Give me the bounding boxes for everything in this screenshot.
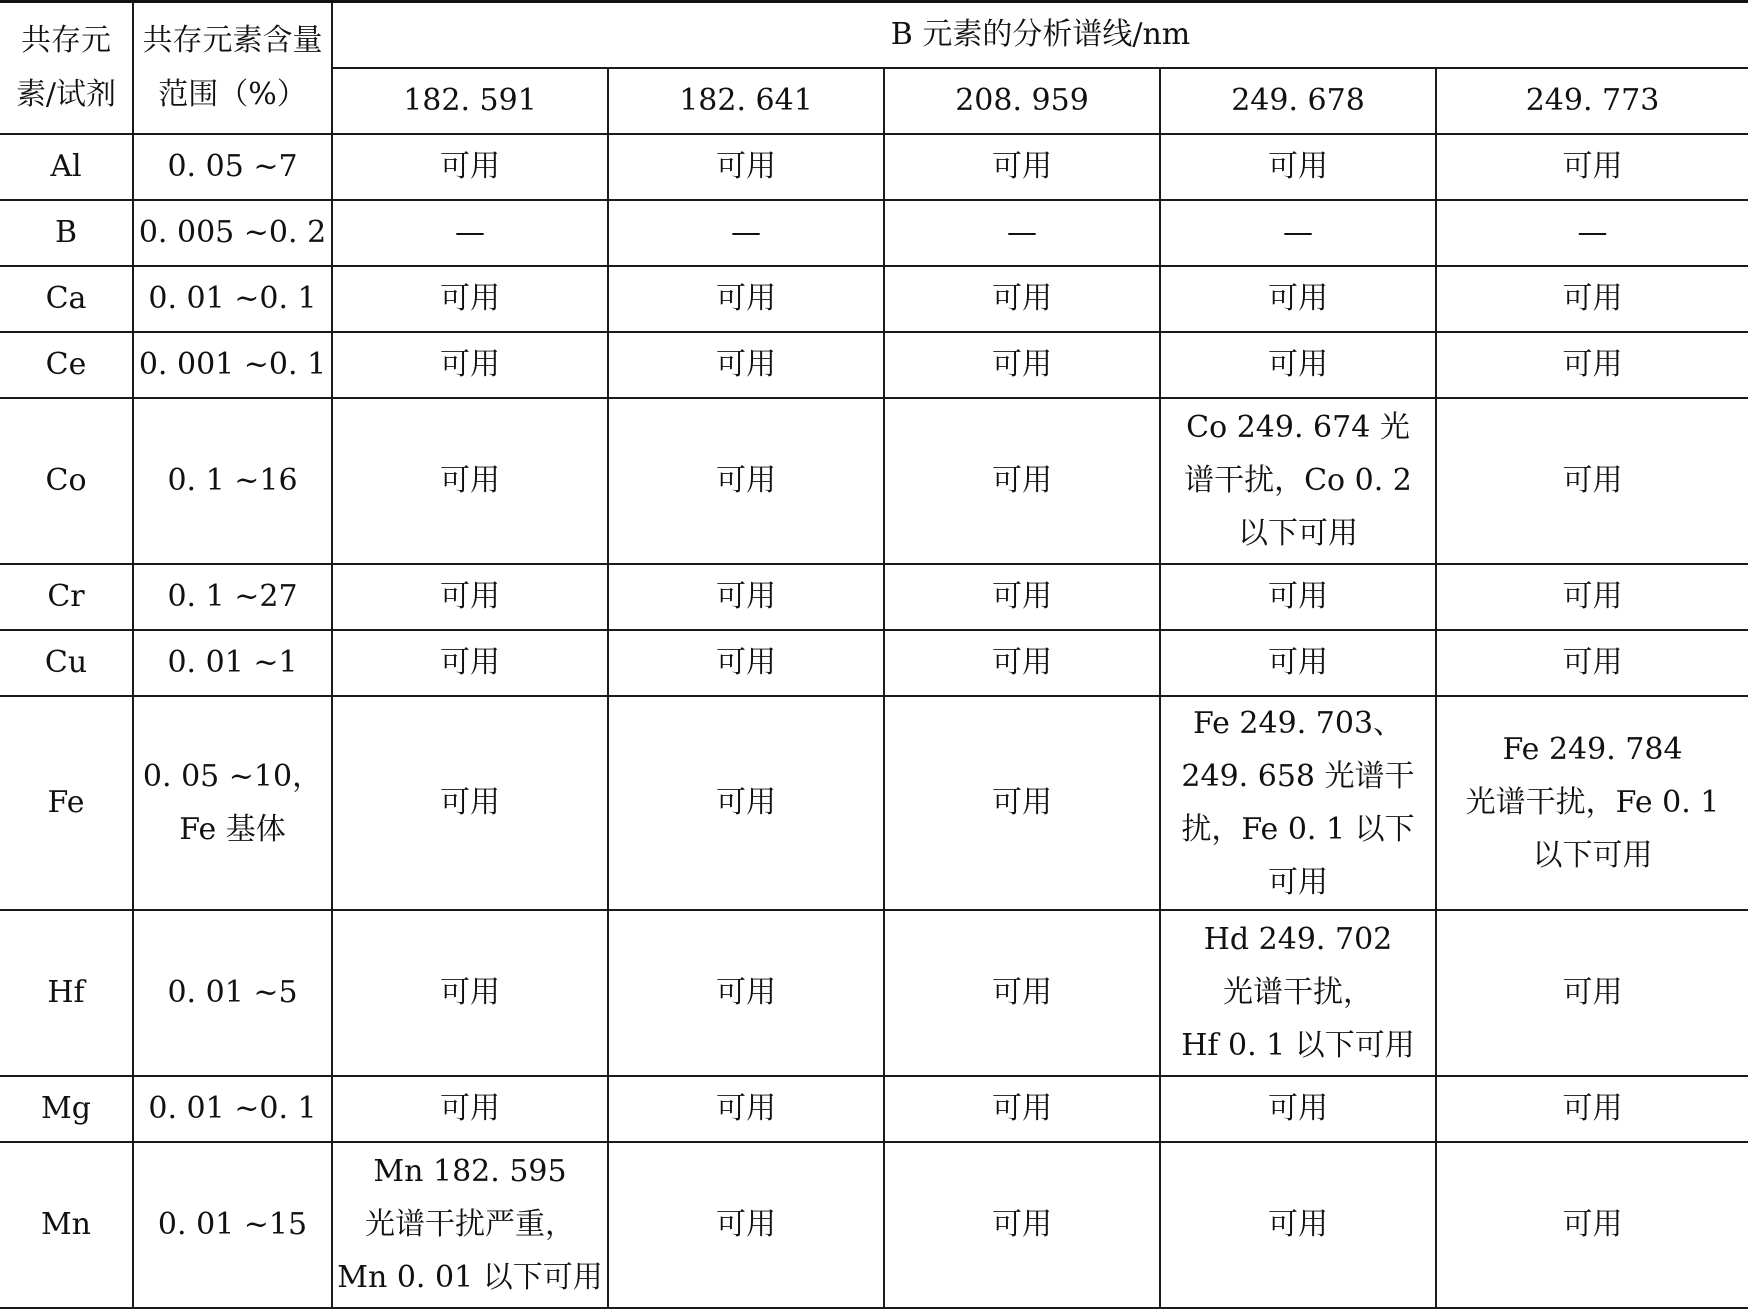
cell-availability <box>332 564 608 630</box>
cell-line: 可用 <box>440 645 500 680</box>
cell-line: 可用 <box>716 1207 776 1242</box>
cell-line: 可用 <box>992 1091 1052 1126</box>
cell-line: 谱干扰，Co 0. 2 <box>1184 463 1412 498</box>
cell-line: 可用 <box>1562 975 1623 1010</box>
cell-line: 可用 <box>1268 645 1328 680</box>
header-row-top <box>0 2 1748 68</box>
cell-line: Mn 0. 01 以下可用 <box>337 1260 603 1295</box>
cell-element: Mn <box>0 1142 133 1308</box>
cell-content-range <box>133 134 332 200</box>
cell-content-range <box>133 398 332 564</box>
cell-line: 可用 <box>716 281 776 316</box>
cell-line: 可用 <box>1268 347 1328 382</box>
cell-line: 可用 <box>716 149 776 184</box>
cell-availability <box>884 332 1160 398</box>
cell-line: 可用 <box>1562 281 1623 316</box>
cell-content-range <box>133 266 332 332</box>
header-spectral-lines: B 元素的分析谱线/nm <box>332 2 1748 68</box>
cell-line: 0. 1 ~27 <box>167 579 298 614</box>
cell-availability <box>884 630 1160 696</box>
cell-content-range <box>133 564 332 630</box>
cell-line: 0. 001 ~0. 1 <box>138 347 327 382</box>
cell-line: 可用 <box>992 579 1052 614</box>
cell-line: — <box>1577 215 1608 250</box>
cell-availability <box>884 200 1160 266</box>
cell-line: 0. 01 ~5 <box>167 975 298 1010</box>
cell-element: Ca <box>0 266 133 332</box>
cell-line: 可用 <box>992 463 1052 498</box>
cell-line: 0. 01 ~1 <box>167 645 298 680</box>
cell-line: 可用 <box>1562 1091 1623 1126</box>
table-row <box>0 630 1748 696</box>
table-body <box>0 134 1748 1308</box>
cell-line: 可用 <box>992 785 1052 820</box>
cell-line: 可用 <box>716 975 776 1010</box>
cell-line: 可用 <box>1268 149 1328 184</box>
cell-line: 可用 <box>716 1091 776 1126</box>
table-row <box>0 332 1748 398</box>
cell-availability <box>332 910 608 1076</box>
cell-content-range <box>133 1142 332 1308</box>
cell-line: — <box>731 215 761 250</box>
cell-availability <box>608 910 884 1076</box>
cell-availability <box>1160 332 1436 398</box>
cell-availability <box>1160 910 1436 1076</box>
cell-line: 0. 01 ~0. 1 <box>148 281 317 316</box>
cell-line: 可用 <box>716 785 776 820</box>
cell-line: 可用 <box>440 149 500 184</box>
cell-availability <box>332 200 608 266</box>
cell-line: 可用 <box>992 149 1052 184</box>
cell-line: 以下可用 <box>1532 838 1653 873</box>
cell-availability <box>884 696 1160 910</box>
cell-line: Hf 0. 1 以下可用 <box>1181 1028 1415 1063</box>
cell-element: Co <box>0 398 133 564</box>
cell-availability <box>1436 1076 1748 1142</box>
cell-element: Ce <box>0 332 133 398</box>
cell-line: 可用 <box>1562 149 1623 184</box>
cell-availability <box>884 134 1160 200</box>
cell-availability <box>608 630 884 696</box>
cell-availability <box>332 134 608 200</box>
cell-line: 可用 <box>1268 281 1328 316</box>
cell-line: 可用 <box>440 975 500 1010</box>
cell-line: 可用 <box>440 347 500 382</box>
cell-line: 可用 <box>1268 1207 1328 1242</box>
cell-availability <box>1436 332 1748 398</box>
cell-line: 扰，Fe 0. 1 以下 <box>1181 811 1415 847</box>
table-row <box>0 1076 1748 1142</box>
cell-line: 可用 <box>1268 579 1328 614</box>
cell-element: Fe <box>0 696 133 910</box>
cell-line: 可用 <box>1268 1091 1328 1126</box>
cell-line: 光谱干扰， <box>1223 975 1373 1010</box>
cell-availability <box>608 696 884 910</box>
cell-availability <box>884 398 1160 564</box>
cell-availability <box>884 266 1160 332</box>
cell-line: — <box>1283 215 1313 250</box>
cell-element: Hf <box>0 910 133 1076</box>
cell-availability <box>332 696 608 910</box>
cell-availability <box>332 266 608 332</box>
cell-availability <box>1436 266 1748 332</box>
cell-line: 光谱干扰严重， <box>365 1207 575 1242</box>
cell-line: — <box>1007 215 1037 250</box>
cell-line: 249. 658 光谱干 <box>1181 758 1415 794</box>
cell-availability <box>1160 564 1436 630</box>
cell-line: 0. 005 ~0. 2 <box>138 215 327 250</box>
cell-availability <box>608 398 884 564</box>
cell-availability <box>1436 910 1748 1076</box>
cell-line: Fe 249. 703、 <box>1192 705 1404 741</box>
cell-content-range <box>133 696 332 910</box>
cell-line: 可用 <box>1562 347 1623 382</box>
cell-line: 可用 <box>992 1207 1052 1242</box>
cell-availability <box>608 266 884 332</box>
cell-availability <box>1160 1142 1436 1308</box>
cell-availability <box>332 332 608 398</box>
cell-availability <box>332 630 608 696</box>
cell-availability <box>608 564 884 630</box>
cell-line: 可用 <box>440 1091 500 1126</box>
cell-availability <box>608 200 884 266</box>
header-coexisting-element: 共存元素/试剂 <box>0 2 133 134</box>
cell-availability <box>884 910 1160 1076</box>
cell-line: 可用 <box>992 281 1052 316</box>
cell-availability <box>332 1076 608 1142</box>
cell-line: 0. 05 ~10， <box>142 758 323 794</box>
cell-line: Fe 基体 <box>179 811 286 847</box>
header-wavelength: 182. 641 <box>608 68 884 134</box>
cell-availability <box>1160 134 1436 200</box>
cell-availability <box>1160 696 1436 910</box>
table-row <box>0 1142 1748 1308</box>
cell-availability <box>608 1142 884 1308</box>
cell-availability <box>608 134 884 200</box>
cell-availability <box>608 332 884 398</box>
cell-availability <box>1436 696 1748 910</box>
cell-line: Mn 182. 595 <box>373 1154 567 1189</box>
cell-line: Hd 249. 702 <box>1203 922 1393 957</box>
cell-availability <box>1160 630 1436 696</box>
cell-line: 可用 <box>992 645 1052 680</box>
cell-line: 可用 <box>440 785 500 820</box>
cell-line: 0. 01 ~0. 1 <box>148 1091 317 1126</box>
cell-line: 可用 <box>440 579 500 614</box>
cell-line: 可用 <box>440 281 500 316</box>
header-wavelength: 249. 678 <box>1160 68 1436 134</box>
cell-line: 可用 <box>716 463 776 498</box>
table-row <box>0 564 1748 630</box>
table-row <box>0 398 1748 564</box>
cell-line: 可用 <box>716 645 776 680</box>
cell-availability <box>1436 564 1748 630</box>
cell-line: 0. 1 ~16 <box>167 463 298 498</box>
cell-availability <box>608 1076 884 1142</box>
table-row <box>0 696 1748 910</box>
cell-availability <box>884 1142 1160 1308</box>
table-row <box>0 134 1748 200</box>
cell-line: 可用 <box>1562 579 1623 614</box>
cell-availability <box>1436 1142 1748 1308</box>
cell-content-range <box>133 630 332 696</box>
cell-line: Fe 249. 784 <box>1502 732 1683 767</box>
table-row <box>0 266 1748 332</box>
cell-availability <box>884 1076 1160 1142</box>
cell-element: Al <box>0 134 133 200</box>
cell-element: Cr <box>0 564 133 630</box>
cell-availability <box>1160 200 1436 266</box>
cell-line: 可用 <box>992 975 1052 1010</box>
header-wavelength: 249. 773 <box>1436 68 1748 134</box>
cell-line: 可用 <box>716 347 776 382</box>
cell-line: 可用 <box>1562 1207 1623 1242</box>
cell-availability <box>884 564 1160 630</box>
cell-line: 可用 <box>992 347 1052 382</box>
cell-element: Cu <box>0 630 133 696</box>
cell-availability <box>1436 630 1748 696</box>
cell-content-range <box>133 1076 332 1142</box>
cell-availability <box>332 398 608 564</box>
cell-line: 0. 05 ~7 <box>167 149 298 184</box>
table-row <box>0 200 1748 266</box>
cell-content-range <box>133 910 332 1076</box>
cell-line: 0. 01 ~15 <box>157 1207 308 1242</box>
header-content-range: 共存元素含量范围（%） <box>133 2 332 134</box>
cell-line: 可用 <box>1562 463 1623 498</box>
header-wavelength: 208. 959 <box>884 68 1160 134</box>
cell-line: Co 249. 674 光 <box>1186 410 1410 445</box>
cell-availability <box>1436 200 1748 266</box>
cell-line: 可用 <box>440 463 500 498</box>
cell-element: B <box>0 200 133 266</box>
cell-content-range <box>133 200 332 266</box>
cell-availability <box>332 1142 608 1308</box>
cell-line: — <box>455 215 485 250</box>
cell-line: 可用 <box>1562 645 1623 680</box>
cell-line: 可用 <box>716 579 776 614</box>
table-row <box>0 910 1748 1076</box>
cell-line: 可用 <box>1268 864 1328 900</box>
cell-availability <box>1436 398 1748 564</box>
cell-availability <box>1160 266 1436 332</box>
cell-availability <box>1436 134 1748 200</box>
table-header <box>0 2 1748 134</box>
cell-line: 光谱干扰，Fe 0. 1 <box>1465 785 1720 820</box>
cell-availability <box>1160 1076 1436 1142</box>
cell-element: Mg <box>0 1076 133 1142</box>
cell-content-range <box>133 332 332 398</box>
cell-line: 以下可用 <box>1238 516 1358 551</box>
header-wavelength: 182. 591 <box>332 68 608 134</box>
cell-availability <box>1160 398 1436 564</box>
